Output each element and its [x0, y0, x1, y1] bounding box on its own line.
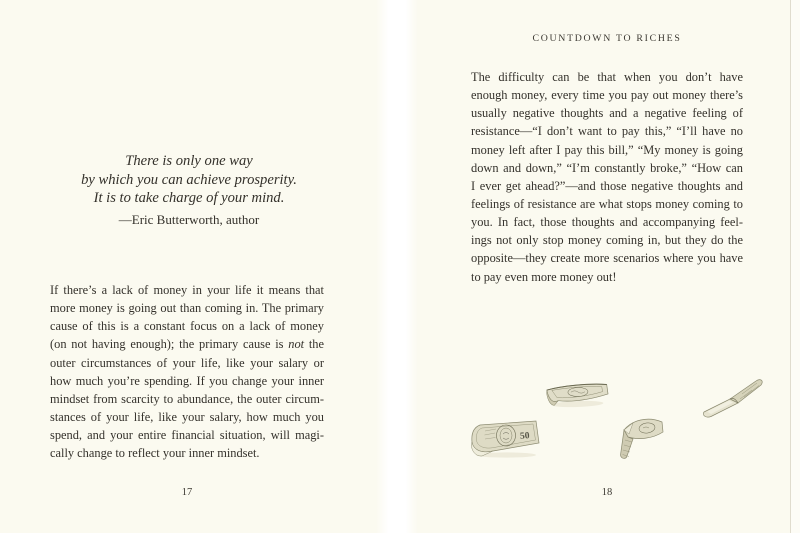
fifty-dollar-bill-icon [468, 418, 544, 458]
right-page [418, 0, 800, 533]
running-head: COUNTDOWN TO RICHES [532, 33, 682, 44]
right-page-number: 18 [601, 487, 613, 498]
epigraph-quote-lines: There is only one way by which you can achieve prosperity. It is to take charge of your mind. [81, 153, 297, 206]
twisted-dollar-bill-icon [700, 376, 767, 419]
right-page-paragraph: The difficulty can be that when you don’t have enough money, every time you pay out money there’s usually negative thoughts and a negative feeling of resistance—“I don’t want to pay this,” “I’ll have no money left after I pay this bill,” “My money is going down and down,” “I’m constantly broke,” “How can I ever get ahead?”—and those negative thoughts and feelings of resistance are what stops money coming to you. In fact, those thoughts and accompanying feel- ings not only stop money coming in, but they do the opposite—they create more scenarios where you have to pay even more money out! [471, 70, 743, 284]
page-edge-line [790, 0, 791, 533]
left-page-number: 17 [181, 487, 193, 498]
left-page-paragraph: If there’s a lack of money in your life it means that more money is going out than coming in. The primary cause of this is a constant focus on a lack of money (on not having enough); the primary cause is not the outer circumstances of your life, like your salary or how much you’re spending. If you change your inner mindset from scarcity to abundance, the outer circum- stances of your life, like your salary, how much you spend, and your entire financial situation, will magi- cally change to reflect your inner mindset. [50, 283, 324, 461]
left-page [0, 0, 378, 533]
epigraph-attribution: —Eric Butterworth, author [118, 211, 260, 227]
page-gutter [376, 0, 418, 533]
page-edge-strip [791, 0, 800, 533]
falling-money-illustration [460, 370, 782, 472]
folded-dollar-bill-icon [618, 414, 667, 461]
dollar-bill-icon [544, 379, 612, 409]
epigraph-quote [0, 152, 378, 229]
svg-text:50: 50 [519, 431, 530, 442]
